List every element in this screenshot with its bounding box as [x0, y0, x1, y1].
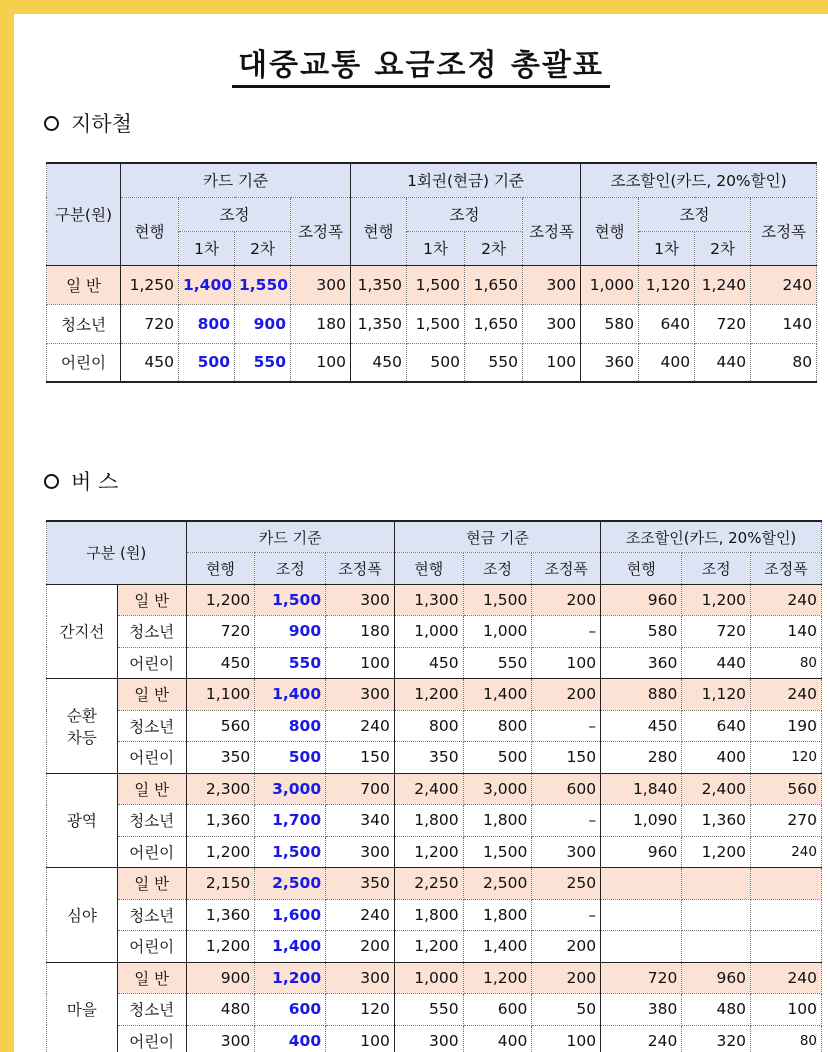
fare-cell: 720 [601, 962, 682, 994]
table-row [47, 868, 822, 900]
fare-cell: 550 [465, 343, 523, 382]
header-current: 현행 [121, 197, 179, 265]
fare-cell: 300 [326, 584, 395, 616]
row-label: 일 반 [117, 679, 186, 711]
fare-cell: 1,000 [394, 962, 463, 994]
fare-cell: 700 [326, 773, 395, 805]
fare-cell: 360 [601, 647, 682, 679]
table-row [47, 710, 822, 742]
header-card: 카드 기준 [121, 163, 351, 197]
fare-cell: 80 [751, 343, 817, 382]
fare-cell: – [532, 710, 601, 742]
fare-cell: 400 [682, 742, 751, 774]
fare-cell: 2,150 [186, 868, 255, 900]
fare-cell: 180 [291, 304, 351, 343]
fare-cell: 1,360 [682, 805, 751, 837]
header-single: 1회권(현금) 기준 [351, 163, 581, 197]
fare-cell: 3,000 [255, 773, 326, 805]
group-label: 광역 [47, 773, 118, 868]
header-first: 1차 [407, 231, 465, 265]
fare-cell: 2,400 [682, 773, 751, 805]
header-group: 구분 (원) [47, 521, 187, 584]
fare-cell: 1,200 [682, 584, 751, 616]
fare-cell [682, 868, 751, 900]
fare-cell: 300 [523, 265, 581, 304]
fare-cell: 270 [751, 805, 822, 837]
fare-cell: 550 [235, 343, 291, 382]
header-width: 조정폭 [326, 553, 395, 585]
fare-cell: 100 [532, 1025, 601, 1052]
table-row [47, 931, 822, 963]
fare-cell: 250 [532, 868, 601, 900]
fare-cell: 120 [751, 742, 822, 774]
fare-cell: 550 [255, 647, 326, 679]
fare-cell: 720 [121, 304, 179, 343]
fare-cell: 340 [326, 805, 395, 837]
fare-cell: 190 [751, 710, 822, 742]
fare-cell: 1,500 [255, 836, 326, 868]
group-label: 마을 [47, 962, 118, 1052]
header-width: 조정폭 [751, 197, 817, 265]
header-current: 현행 [581, 197, 639, 265]
fare-cell: 1,200 [463, 962, 532, 994]
fare-cell: 280 [601, 742, 682, 774]
circle-bullet-icon [44, 116, 59, 131]
fare-cell: 1,550 [235, 265, 291, 304]
fare-cell: 1,100 [186, 679, 255, 711]
fare-cell: 1,400 [255, 931, 326, 963]
fare-cell [682, 899, 751, 931]
fare-cell: 200 [532, 962, 601, 994]
header-width: 조정폭 [751, 553, 822, 585]
fare-cell: 2,300 [186, 773, 255, 805]
fare-cell: 1,120 [639, 265, 695, 304]
fare-cell: 1,000 [463, 616, 532, 648]
header-adjust: 조정 [179, 197, 291, 231]
table-row [47, 304, 817, 343]
fare-cell: 450 [601, 710, 682, 742]
fare-cell: 1,350 [351, 304, 407, 343]
fare-cell: 1,500 [407, 304, 465, 343]
table-row [47, 679, 822, 711]
fare-cell: 240 [751, 679, 822, 711]
fare-cell: 200 [532, 584, 601, 616]
header-adjust: 조정 [682, 553, 751, 585]
fare-cell: 50 [532, 994, 601, 1026]
fare-cell: 1,500 [407, 265, 465, 304]
header-group: 구분(원) [47, 163, 121, 265]
header-current: 현행 [351, 197, 407, 265]
fare-cell: 900 [235, 304, 291, 343]
fare-cell [601, 868, 682, 900]
header-first: 1차 [639, 231, 695, 265]
fare-cell [751, 899, 822, 931]
fare-cell: 240 [751, 265, 817, 304]
fare-cell: 2,400 [394, 773, 463, 805]
fare-cell: 300 [186, 1025, 255, 1052]
table-row [47, 994, 822, 1026]
fare-cell: 440 [682, 647, 751, 679]
fare-cell: 560 [186, 710, 255, 742]
fare-cell: 640 [682, 710, 751, 742]
fare-cell: 300 [326, 962, 395, 994]
fare-cell: 1,090 [601, 805, 682, 837]
row-label: 일 반 [47, 265, 121, 304]
fare-cell: 880 [601, 679, 682, 711]
fare-cell: 1,360 [186, 899, 255, 931]
fare-cell: 550 [394, 994, 463, 1026]
fare-cell: 2,500 [463, 868, 532, 900]
row-label: 어린이 [47, 343, 121, 382]
fare-cell: 1,800 [394, 805, 463, 837]
fare-cell: 360 [581, 343, 639, 382]
fare-cell: 240 [751, 836, 822, 868]
fare-cell: 1,800 [463, 899, 532, 931]
fare-cell: 640 [639, 304, 695, 343]
row-label: 일 반 [117, 773, 186, 805]
fare-cell: 450 [351, 343, 407, 382]
fare-cell: – [532, 616, 601, 648]
fare-cell: 1,200 [186, 836, 255, 868]
circle-bullet-icon [44, 474, 59, 489]
fare-cell: 550 [463, 647, 532, 679]
subway-fare-table [46, 162, 817, 383]
fare-cell: 240 [751, 962, 822, 994]
table-row [47, 773, 822, 805]
fare-cell: 1,650 [465, 265, 523, 304]
fare-cell: 720 [682, 616, 751, 648]
fare-cell: 1,120 [682, 679, 751, 711]
fare-cell: 240 [601, 1025, 682, 1052]
fare-cell: 1,200 [186, 584, 255, 616]
table-row [47, 962, 822, 994]
fare-cell: 560 [751, 773, 822, 805]
fare-cell: 240 [751, 584, 822, 616]
fare-cell: 600 [463, 994, 532, 1026]
table-row [47, 616, 822, 648]
fare-cell: 500 [179, 343, 235, 382]
fare-cell: 1,400 [255, 679, 326, 711]
fare-cell: 140 [751, 304, 817, 343]
page-title: 대중교통 요금조정 총괄표 [14, 40, 828, 84]
row-label: 청소년 [117, 805, 186, 837]
header-adjust: 조정 [463, 553, 532, 585]
subway-heading: 지하철 [44, 108, 132, 138]
fare-cell: 1,200 [255, 962, 326, 994]
fare-cell: 800 [255, 710, 326, 742]
fare-cell: 500 [407, 343, 465, 382]
fare-cell: 400 [639, 343, 695, 382]
table-row [47, 805, 822, 837]
fare-cell: 240 [326, 710, 395, 742]
row-label: 어린이 [117, 836, 186, 868]
header-discount: 조조할인(카드, 20%할인) [581, 163, 817, 197]
fare-cell [682, 931, 751, 963]
row-label: 어린이 [117, 931, 186, 963]
group-label: 간지선 [47, 584, 118, 679]
fare-cell [751, 868, 822, 900]
document-page [14, 14, 828, 1052]
fare-cell: 100 [523, 343, 581, 382]
header-current: 현행 [186, 553, 255, 585]
fare-cell: 200 [532, 679, 601, 711]
row-label: 어린이 [117, 1025, 186, 1052]
fare-cell: 350 [326, 868, 395, 900]
fare-cell: 1,250 [121, 265, 179, 304]
fare-cell: 1,000 [394, 616, 463, 648]
fare-cell: 1,200 [394, 931, 463, 963]
fare-cell: 1,500 [255, 584, 326, 616]
bus-heading: 버 스 [44, 466, 118, 496]
header-width: 조정폭 [523, 197, 581, 265]
fare-cell: 1,200 [394, 836, 463, 868]
fare-cell: 300 [326, 836, 395, 868]
fare-cell: 600 [255, 994, 326, 1026]
group-label: 순환 차등 [47, 679, 118, 774]
fare-cell: 400 [255, 1025, 326, 1052]
fare-cell: 1,360 [186, 805, 255, 837]
table-row [47, 647, 822, 679]
fare-cell: 450 [394, 647, 463, 679]
fare-cell: 100 [532, 647, 601, 679]
fare-cell: 1,240 [695, 265, 751, 304]
fare-cell: 2,500 [255, 868, 326, 900]
fare-cell: 100 [326, 1025, 395, 1052]
fare-cell: 350 [394, 742, 463, 774]
fare-cell: 1,400 [463, 679, 532, 711]
fare-cell: 120 [326, 994, 395, 1026]
fare-cell: 200 [326, 931, 395, 963]
fare-cell: 1,500 [463, 836, 532, 868]
fare-cell: 150 [326, 742, 395, 774]
fare-cell: 1,840 [601, 773, 682, 805]
row-label: 청소년 [117, 899, 186, 931]
fare-cell: 500 [255, 742, 326, 774]
fare-cell: 900 [255, 616, 326, 648]
row-label: 청소년 [47, 304, 121, 343]
header-adjust: 조정 [407, 197, 523, 231]
fare-cell: 100 [751, 994, 822, 1026]
header-second: 2차 [695, 231, 751, 265]
fare-cell: 580 [581, 304, 639, 343]
table-row [47, 1025, 822, 1052]
fare-cell: 1,200 [682, 836, 751, 868]
row-label: 일 반 [117, 962, 186, 994]
fare-cell: 1,200 [394, 679, 463, 711]
fare-cell: 900 [186, 962, 255, 994]
row-label: 청소년 [117, 616, 186, 648]
fare-cell: 300 [291, 265, 351, 304]
header-cash: 현금 기준 [394, 521, 600, 553]
group-label: 심야 [47, 868, 118, 963]
fare-cell: 800 [394, 710, 463, 742]
fare-cell: 240 [326, 899, 395, 931]
fare-cell: 180 [326, 616, 395, 648]
fare-cell: 100 [291, 343, 351, 382]
fare-cell: 960 [601, 836, 682, 868]
header-first: 1차 [179, 231, 235, 265]
header-second: 2차 [235, 231, 291, 265]
header-current: 현행 [394, 553, 463, 585]
fare-cell: 440 [695, 343, 751, 382]
fare-cell: 400 [463, 1025, 532, 1052]
fare-cell: 500 [463, 742, 532, 774]
fare-cell: 1,300 [394, 584, 463, 616]
fare-cell: 1,800 [463, 805, 532, 837]
fare-cell: 2,250 [394, 868, 463, 900]
fare-cell: 1,000 [581, 265, 639, 304]
fare-cell: 1,800 [394, 899, 463, 931]
fare-cell: 720 [695, 304, 751, 343]
row-label: 청소년 [117, 710, 186, 742]
fare-cell: – [532, 805, 601, 837]
fare-cell: 600 [532, 773, 601, 805]
fare-cell: 800 [463, 710, 532, 742]
fare-cell: 800 [179, 304, 235, 343]
fare-cell [601, 899, 682, 931]
table-row [47, 343, 817, 382]
fare-cell: 80 [751, 647, 822, 679]
fare-cell: 1,650 [465, 304, 523, 343]
fare-cell: 80 [751, 1025, 822, 1052]
fare-cell: 3,000 [463, 773, 532, 805]
fare-cell: 1,400 [179, 265, 235, 304]
fare-cell: 350 [186, 742, 255, 774]
fare-cell: 380 [601, 994, 682, 1026]
fare-cell: 1,200 [186, 931, 255, 963]
header-card: 카드 기준 [186, 521, 394, 553]
header-second: 2차 [465, 231, 523, 265]
fare-cell: 300 [532, 836, 601, 868]
fare-cell: 300 [394, 1025, 463, 1052]
fare-cell: 450 [121, 343, 179, 382]
fare-cell [601, 931, 682, 963]
table-row [47, 742, 822, 774]
fare-cell: 1,600 [255, 899, 326, 931]
table-row [47, 836, 822, 868]
fare-cell: 1,500 [463, 584, 532, 616]
header-width: 조정폭 [532, 553, 601, 585]
table-row [47, 584, 822, 616]
fare-cell: 450 [186, 647, 255, 679]
fare-cell: 480 [682, 994, 751, 1026]
fare-cell: 320 [682, 1025, 751, 1052]
header-adjust: 조정 [255, 553, 326, 585]
fare-cell: 200 [532, 931, 601, 963]
fare-cell: – [532, 899, 601, 931]
header-current: 현행 [601, 553, 682, 585]
fare-cell: 720 [186, 616, 255, 648]
row-label: 청소년 [117, 994, 186, 1026]
header-width: 조정폭 [291, 197, 351, 265]
fare-cell: 300 [523, 304, 581, 343]
header-discount: 조조할인(카드, 20%할인) [601, 521, 822, 553]
fare-cell: 960 [682, 962, 751, 994]
row-label: 일 반 [117, 868, 186, 900]
row-label: 어린이 [117, 742, 186, 774]
row-label: 어린이 [117, 647, 186, 679]
table-row [47, 899, 822, 931]
fare-cell: 150 [532, 742, 601, 774]
bus-fare-table [46, 520, 822, 1052]
header-adjust: 조정 [639, 197, 751, 231]
row-label: 일 반 [117, 584, 186, 616]
fare-cell: 1,400 [463, 931, 532, 963]
fare-cell: 140 [751, 616, 822, 648]
fare-cell: 1,700 [255, 805, 326, 837]
fare-cell: 960 [601, 584, 682, 616]
fare-cell: 100 [326, 647, 395, 679]
fare-cell: 480 [186, 994, 255, 1026]
fare-cell [751, 931, 822, 963]
fare-cell: 300 [326, 679, 395, 711]
table-row [47, 265, 817, 304]
fare-cell: 1,350 [351, 265, 407, 304]
fare-cell: 580 [601, 616, 682, 648]
